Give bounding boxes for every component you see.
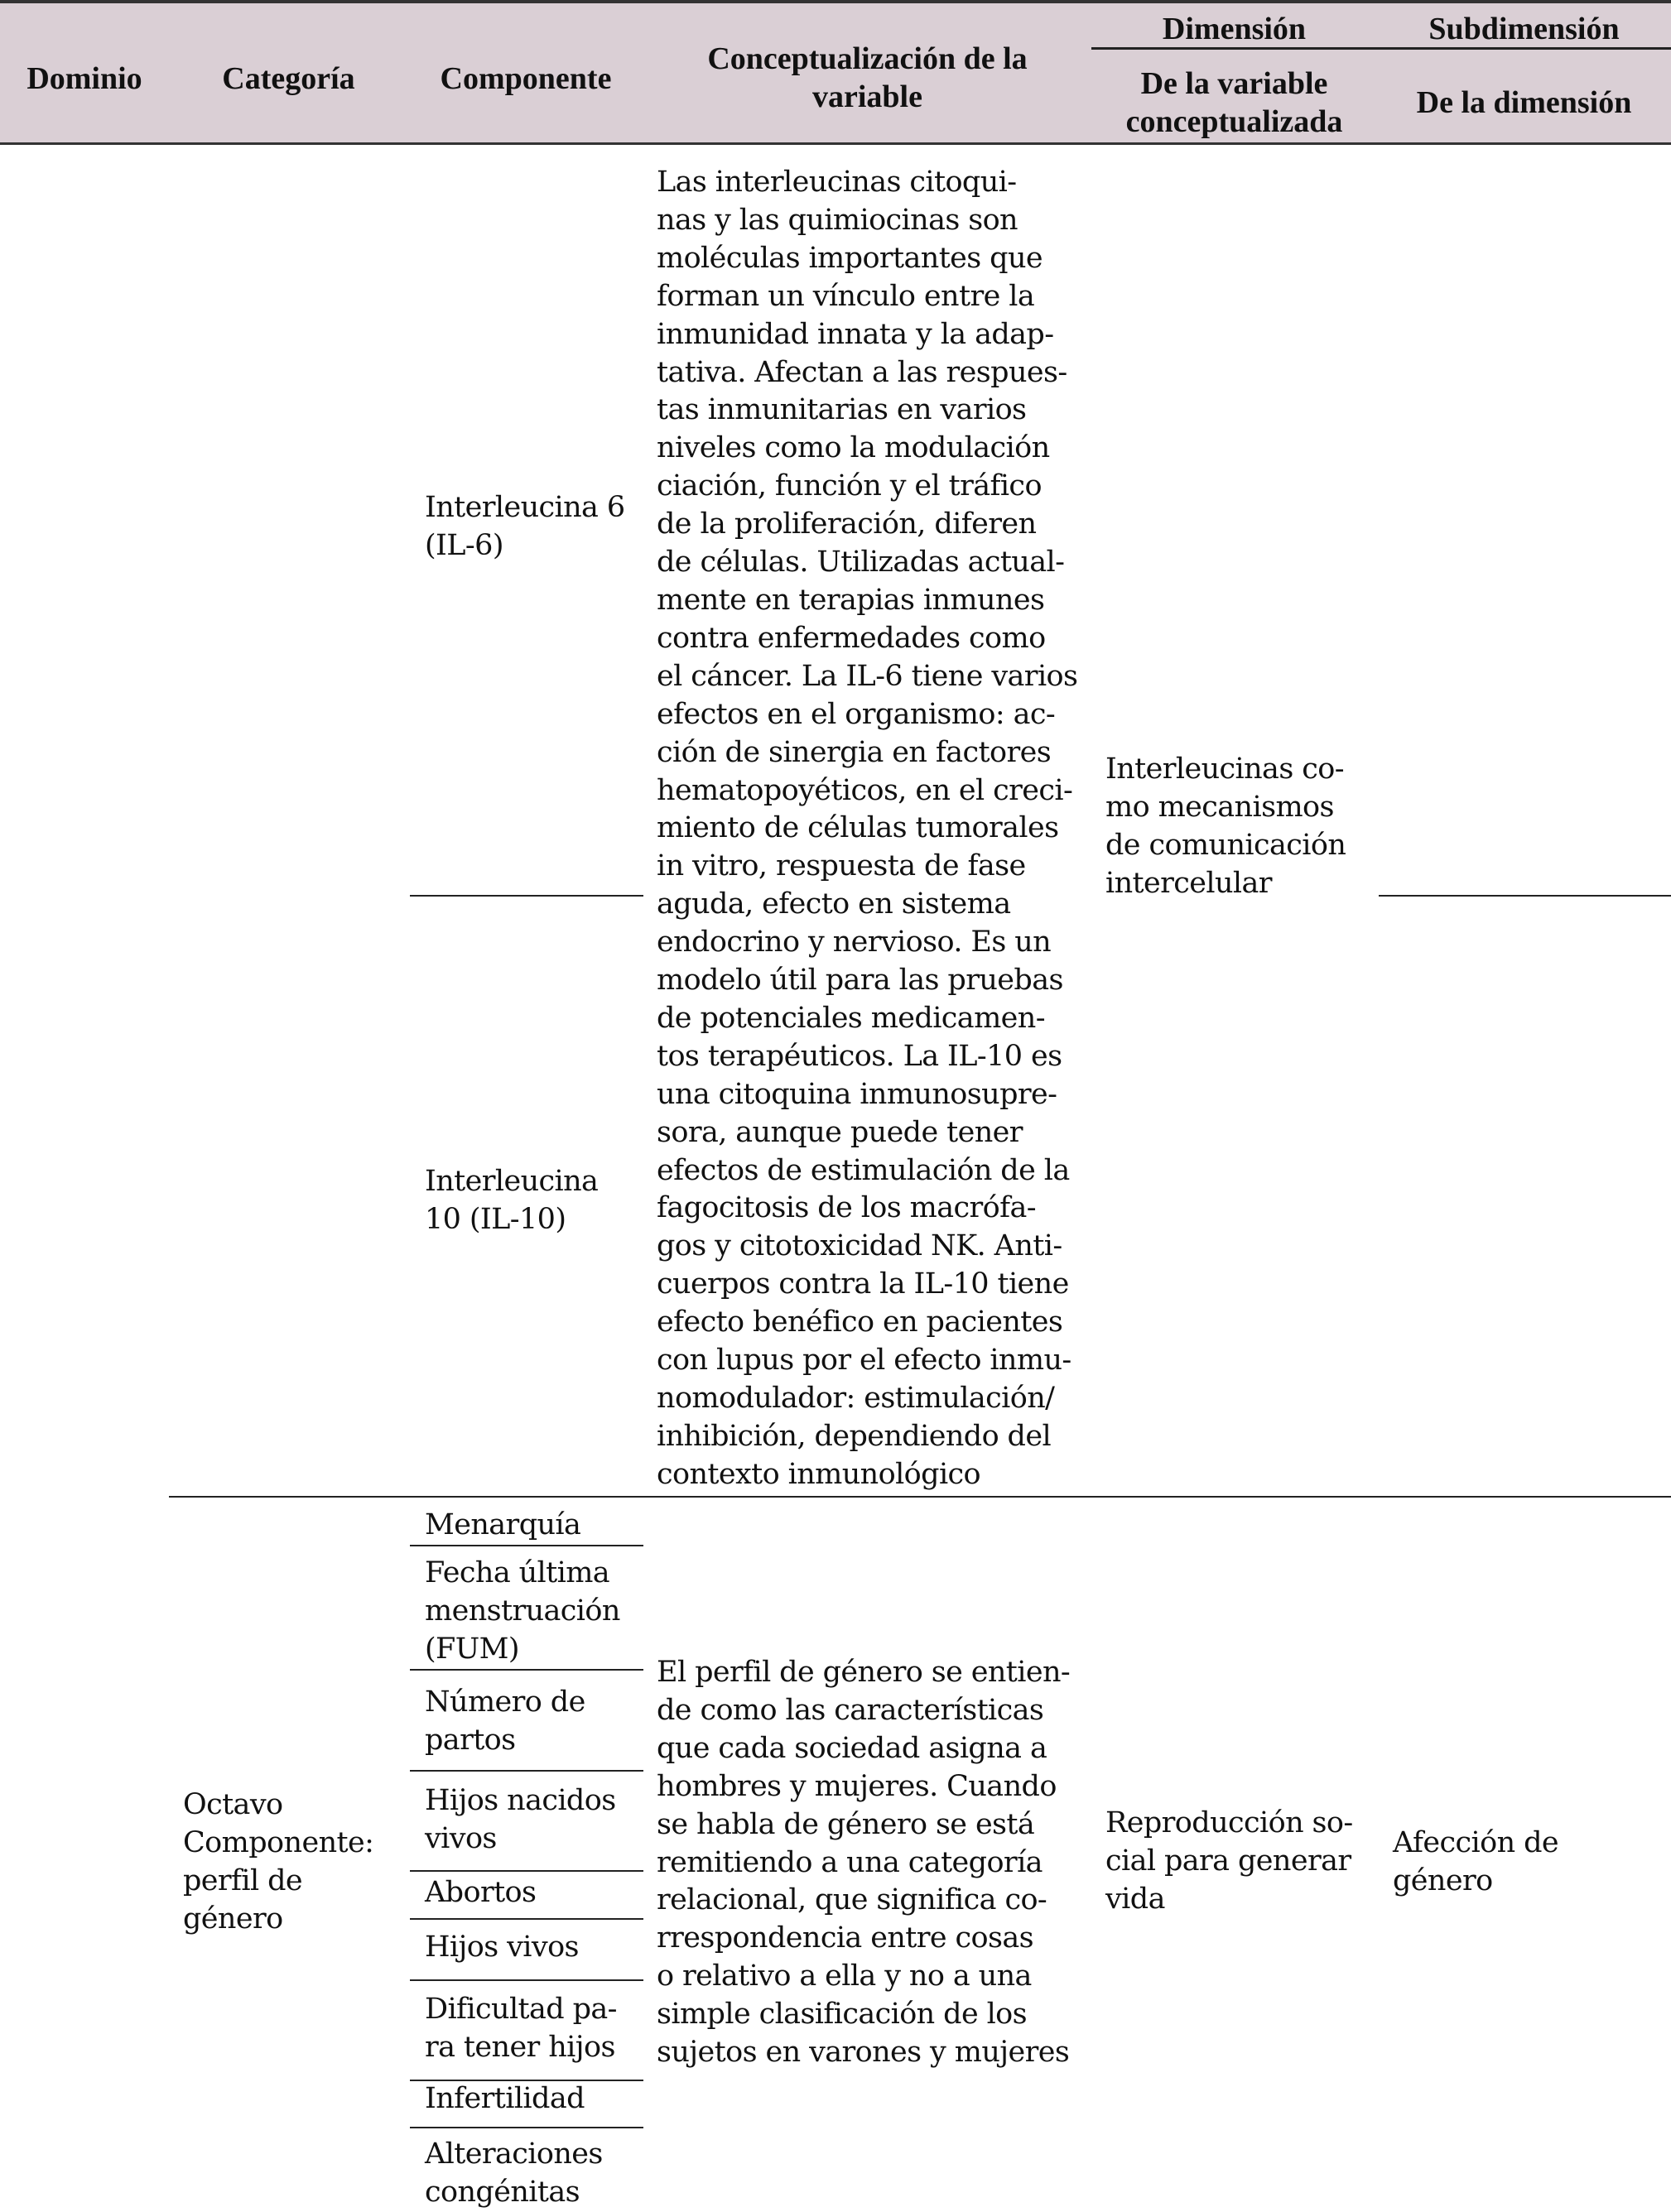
header-dimension: Dimensión: [1162, 12, 1307, 46]
row2-componente-item: Alteraciones congénitas: [425, 2137, 603, 2209]
row2-conceptualizacion: El perfil de género se entien- de como las características que cada sociedad asigna a hombres y mujeres. Cuando se habla de género se está remitiendo a una categoría relacional, que significa co- rrespondencia entre cosas o relativo a ella y no a una simple clasificación de los sujetos en varones y mujeres: [657, 1656, 1071, 2070]
row1-dimension: Interleucinas co- mo mecanismos de comunicación intercelular: [1105, 753, 1346, 900]
row2-componente-divider: [410, 1918, 643, 1920]
header-conceptualizacion: Conceptualización de la variable: [707, 41, 1028, 114]
row2-componente-item: Hijos vivos: [425, 1931, 579, 1964]
header-dimension-sub: De la variable conceptualizada: [1125, 66, 1343, 139]
row2-componente-item: Número de partos: [425, 1685, 585, 1757]
row2-componente-divider: [410, 1545, 643, 1546]
row-separator: [169, 1496, 1671, 1498]
row2-componente-divider: [410, 1979, 643, 1981]
header-dominio: Dominio: [26, 61, 142, 96]
header-categoria: Categoría: [222, 61, 355, 96]
row2-componente-divider: [410, 1669, 643, 1671]
row1-conceptualizacion: Las interleucinas citoqui- nas y las quimiocinas son moléculas importantes que forman un vínculo entre la inmunidad innata y la adap- tativa. Afectan a las respues- tas inmunitarias en varios niveles como la modulación ciación, función y el tráfico de la proliferación, diferen de células. Utilizadas actual- mente en terapias inmunes contra enfermedades como el cáncer. La IL-6 tiene varios efectos en el organismo: ac- ción de sinergia en factores hematopoyéticos, en el creci- miento de células tumorales in vitro, respuesta de fase aguda, efecto en sistema endocrino y nervioso. Es un modelo útil para las pruebas de potenciales medicamen- tos terapéuticos. La IL-10 es una citoquina inmunosupre- sora, aunque puede tener efectos de estimulación de la fagocitosis de los macrófa- gos y citotoxicidad NK. Anti- cuerpos contra la IL-10 tiene efecto benéfico en pacientes con lupus por el efecto inmu- nomodulador: estimulación/ inhibición, dependiendo del contexto inmunológico: [657, 166, 1078, 1491]
row2-dimension: Reproducción so- cial para generar vida: [1105, 1806, 1353, 1916]
row2-componente-item: Abortos: [425, 1876, 537, 1909]
row2-componente-divider: [410, 2127, 643, 2128]
row2-componente-divider: [410, 1770, 643, 1772]
row1-componente-il6: Interleucina 6 (IL-6): [425, 491, 625, 562]
row2-categoria: Octavo Componente: perfil de género: [183, 1788, 374, 1935]
row2-componente-divider: [410, 1870, 643, 1872]
row1-subdimension-divider: [1379, 895, 1671, 897]
row1-componente-divider: [410, 895, 643, 897]
row2-componente-item: Infertilidad: [425, 2082, 585, 2115]
row2-componente-divider: [410, 2080, 643, 2081]
header-subrule: [1091, 47, 1671, 50]
row2-componente-item: Menarquía: [425, 1508, 581, 1541]
row1-componente-il10: Interleucina 10 (IL-10): [425, 1165, 599, 1236]
header-subdimension-sub: De la dimensión: [1416, 85, 1632, 120]
row2-componente-item: Hijos nacidos vivos: [425, 1784, 616, 1855]
row2-componente-item: Dificultad pa- ra tener hijos: [425, 1993, 617, 2064]
header-componente: Componente: [440, 61, 612, 96]
row2-componente-item: Fecha última menstruación (FUM): [425, 1556, 620, 1666]
row2-subdimension: Afección de género: [1393, 1826, 1558, 1897]
header-subdimension: Subdimensión: [1428, 12, 1620, 46]
